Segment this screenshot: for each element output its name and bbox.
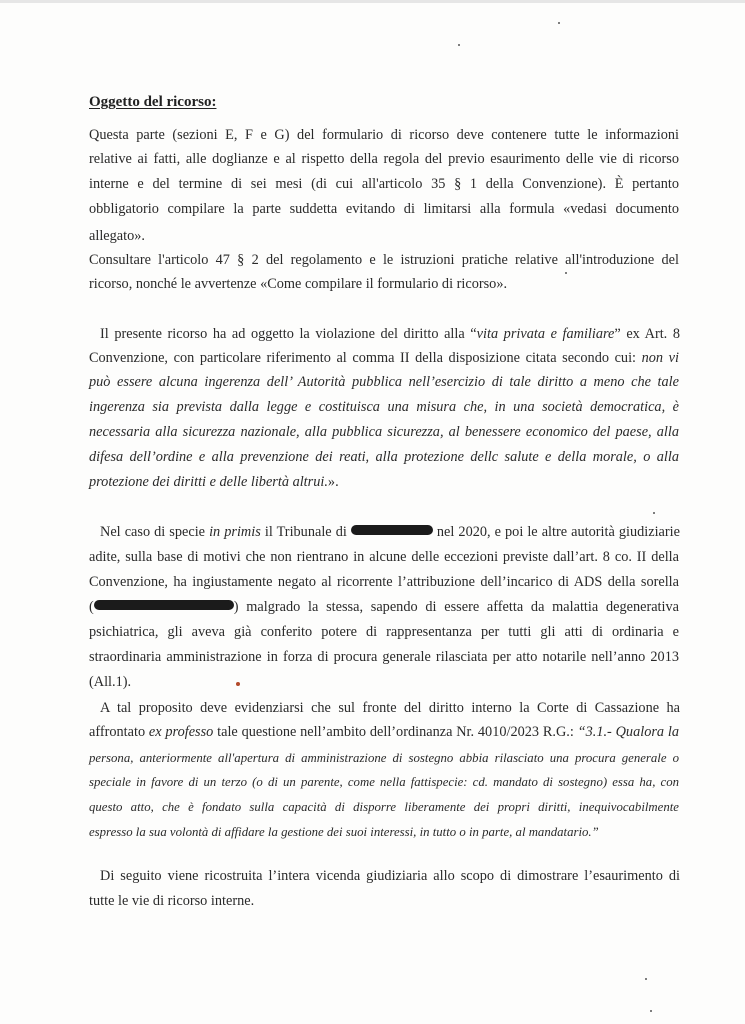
paragraph-line: straordinaria amministrazione in forza di procura generale rilasciata per atto notarile nell’anno 2013 — [89, 649, 679, 665]
paragraph-line: A tal proposito deve evidenziarsi che sul fronte del diritto interno la Corte di Cassazione ha — [100, 700, 680, 716]
paragraph-line: Convenzione, ha ingiustamente negato al ricorrente l’attribuzione dell’incarico di ADS della sorella — [89, 574, 679, 590]
text-run: Convenzione, con particolare riferimento al comma II della disposizione citata secondo cui: — [89, 350, 642, 366]
quoted-line — [89, 449, 679, 466]
italic-run: persona, anteriormente all'apertura di amministrazione di sostegno abbia rilasciato una procura generale o — [89, 751, 679, 765]
quoted-line — [89, 374, 679, 391]
scan-speck — [558, 22, 560, 24]
italic-run: protezione dei diritti e delle libertà altrui. — [89, 474, 328, 490]
text-run: ( — [89, 599, 94, 615]
italic-run: difesa dell’ordine e alla prevenzione dei reati, alla protezione dellc salute e della morale, o alla — [89, 449, 679, 465]
redaction-mark — [351, 525, 433, 535]
italic-run: non vi — [641, 350, 679, 366]
page-title: Oggetto del ricorso: — [89, 94, 217, 110]
paragraph-line — [89, 599, 679, 616]
text-run: tale questione nell’ambito dell’ordinanza Nr. 4010/2023 R.G.: — [213, 724, 578, 740]
instructions-line: relative ai fatti, alle doglianze e al rispetto della regola del previo esaurimento delle vie di ricorso — [89, 151, 679, 167]
italic-run: speciale in favore di un terzo (o di un parente, come nella fattispecie: cd. mandato di sostegno) essa ha, con — [89, 775, 679, 789]
paragraph-line: Di seguito viene ricostruita l’intera vicenda giudiziaria allo scopo di dimostrare l’esaurimento di — [100, 868, 680, 884]
paragraph-line: tutte le vie di ricorso interne. — [89, 893, 255, 909]
quoted-line — [89, 399, 679, 416]
text-run: ” ex Art. 8 — [614, 326, 680, 342]
paragraph-line — [89, 350, 679, 367]
scan-speck — [645, 978, 647, 980]
italic-run: in primis — [209, 524, 261, 540]
italic-run: ingerenza sia prevista dalla legge e costituisca una misura che, in una società democratica, è — [89, 399, 679, 415]
paragraph-line: adite, sulla base di motivi che non rientrano in alcune delle eccezioni previste dall’art. 8 co. II della — [89, 549, 679, 565]
instructions-line: obbligatorio compilare la parte suddetta evitando di limitarsi alla formula «vedasi documento — [89, 201, 679, 217]
citation-line — [89, 824, 679, 841]
text-run: Il presente ricorso ha ad oggetto la violazione del diritto alla “ — [100, 326, 477, 342]
text-run: ) malgrado la stessa, sapendo di essere affetta da malattia degenerativa — [233, 599, 679, 615]
instructions-line: interne e del termine di sei mesi (di cui all'articolo 35 § 1 della Convenzione). È pertanto — [89, 176, 679, 192]
scan-speck — [236, 682, 240, 686]
italic-run: può essere alcuna ingerenza dell’ Autorità pubblica nell’esercizio di tale diritto a meno che tale — [89, 374, 679, 390]
paragraph-line — [100, 326, 680, 343]
citation-line — [89, 799, 679, 816]
text-run: affrontato — [89, 724, 149, 740]
paragraph-line — [89, 724, 679, 741]
italic-run: “3.1.- Qualora la — [577, 724, 679, 740]
instructions-line: Consultare l'articolo 47 § 2 del regolamento e le istruzioni pratiche relative all'introduzione del — [89, 252, 679, 268]
quoted-line — [89, 424, 679, 441]
italic-run: necessaria alla sicurezza nazionale, alla pubblica sicurezza, al benessere economico del paese, alla — [89, 424, 679, 440]
instructions-line: Questa parte (sezioni E, F e G) del formulario di ricorso deve contenere tutte le informazioni — [89, 127, 679, 143]
scan-speck — [650, 1010, 652, 1012]
paragraph-line — [100, 524, 680, 541]
paragraph-line: psichiatrica, gli aveva già conferito potere di rappresentanza per tutti gli atti di ordinaria e — [89, 624, 679, 640]
text-run: Nel caso di specie — [100, 524, 210, 540]
scan-speck — [565, 272, 567, 274]
italic-run: vita privata e familiare — [476, 326, 615, 342]
instructions-line: ricorso, nonché le avvertenze «Come compilare il formulario di ricorso». — [89, 276, 508, 292]
scan-speck — [653, 512, 655, 514]
redaction-mark — [94, 600, 234, 610]
text-run: nel 2020, e poi le altre autorità giudiziarie — [432, 524, 680, 540]
italic-run: ex professo — [148, 724, 214, 740]
instructions-line: allegato». — [89, 228, 145, 244]
quoted-line — [89, 474, 679, 491]
paragraph-line: (All.1). — [89, 674, 132, 690]
citation-line — [89, 774, 679, 791]
citation-line — [89, 750, 679, 767]
text-run: ». — [327, 474, 339, 490]
scan-edge — [0, 0, 745, 3]
scan-speck — [458, 44, 460, 46]
italic-run: espresso la sua volontà di affidare la gestione dei suoi interessi, in tutto o in parte, al mandatario.” — [89, 825, 599, 839]
italic-run: questo atto, che è fondato sulla capacità di disporre liberamente dei propri diritti, inequivocabilmente — [89, 800, 679, 814]
text-run: il Tribunale di — [260, 524, 351, 540]
